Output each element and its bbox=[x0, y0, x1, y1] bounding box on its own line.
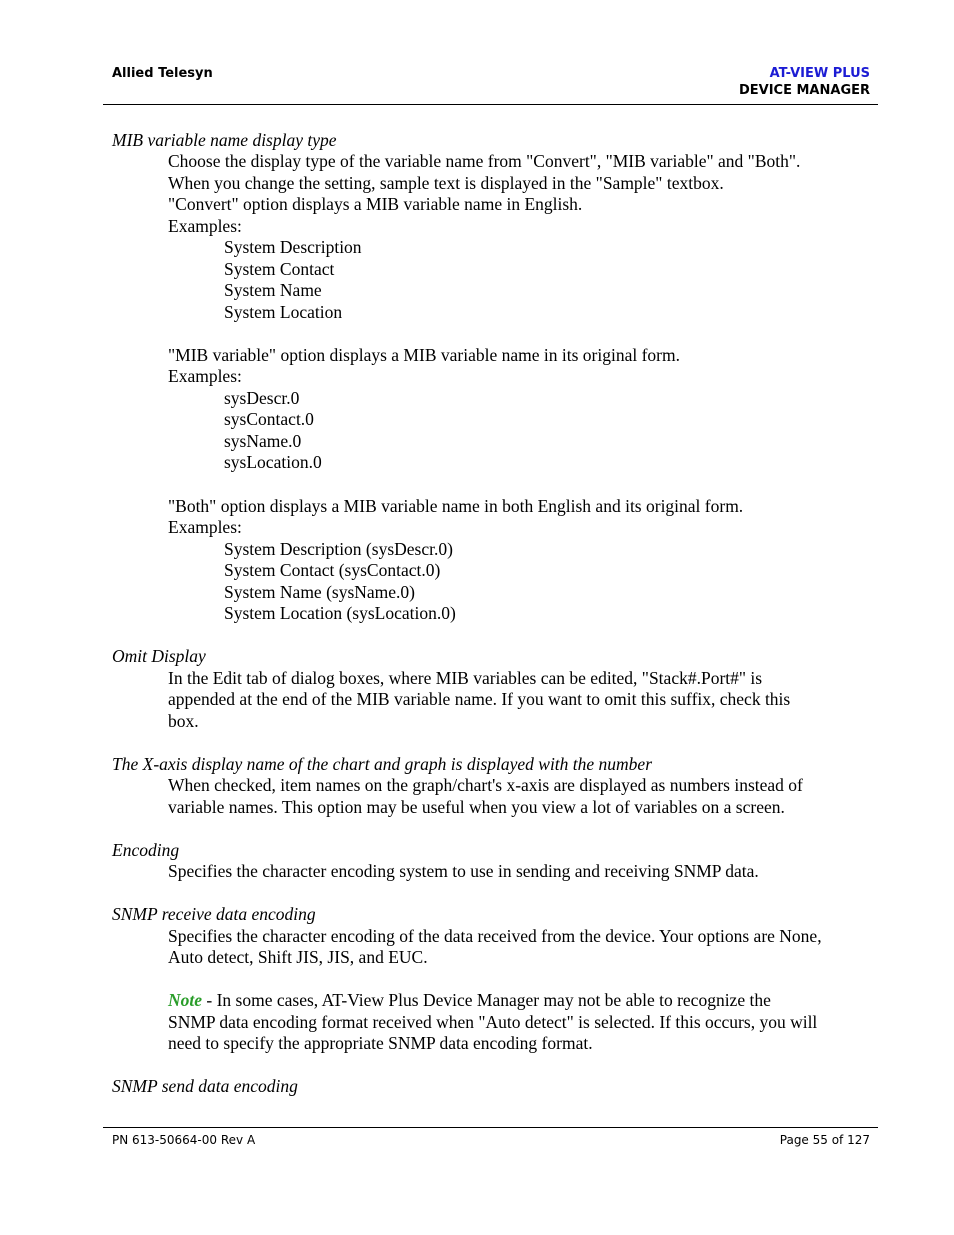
paragraph-line: box. bbox=[168, 711, 199, 731]
paragraph-line: When you change the setting, sample text is displayed in the "Sample" textbox. bbox=[168, 173, 724, 193]
example-item: System Description bbox=[224, 237, 362, 257]
paragraph-line: Specifies the character encoding of the data received from the device. Your options are None, bbox=[168, 926, 822, 946]
example-item: System Contact (sysContact.0) bbox=[224, 560, 441, 580]
section-heading-mib-name: MIB variable name display type bbox=[112, 130, 337, 150]
example-item: System Contact bbox=[224, 259, 335, 279]
paragraph-line: Choose the display type of the variable name from "Convert", "MIB variable" and "Both". bbox=[168, 151, 801, 171]
paragraph-line: SNMP data encoding format received when "Auto detect" is selected. If this occurs, you will bbox=[168, 1012, 818, 1032]
paragraph-line: In the Edit tab of dialog boxes, where MIB variables can be edited, "Stack#.Port#" is bbox=[168, 668, 763, 688]
page-number: Page 55 of 127 bbox=[779, 1133, 870, 1147]
example-item: sysLocation.0 bbox=[224, 452, 322, 472]
note-line bbox=[168, 990, 771, 1011]
paragraph-line: Examples: bbox=[168, 366, 242, 386]
note-text: - In some cases, AT-View Plus Device Manager may not be able to recognize the bbox=[202, 990, 771, 1010]
example-item: System Name (sysName.0) bbox=[224, 582, 416, 602]
example-item: sysName.0 bbox=[224, 431, 302, 451]
part-number: PN 613-50664-00 Rev A bbox=[112, 1133, 256, 1147]
section-heading-x-axis: The X-axis display name of the chart and graph is displayed with the number bbox=[112, 754, 653, 774]
paragraph-line: "Both" option displays a MIB variable name in both English and its original form. bbox=[168, 496, 744, 516]
paragraph-line: Examples: bbox=[168, 216, 242, 236]
paragraph-line: Examples: bbox=[168, 517, 242, 537]
section-heading-snmp-receive: SNMP receive data encoding bbox=[112, 904, 316, 924]
section-heading-encoding: Encoding bbox=[112, 840, 180, 860]
paragraph-line: "Convert" option displays a MIB variable name in English. bbox=[168, 194, 583, 214]
paragraph-line: Specifies the character encoding system to use in sending and receiving SNMP data. bbox=[168, 861, 759, 881]
module-name: DEVICE MANAGER bbox=[738, 83, 870, 98]
example-item: System Name bbox=[224, 280, 322, 300]
example-item: sysDescr.0 bbox=[224, 388, 300, 408]
example-item: System Location (sysLocation.0) bbox=[224, 603, 456, 623]
section-heading-snmp-send: SNMP send data encoding bbox=[112, 1076, 298, 1096]
paragraph-line: When checked, item names on the graph/chart's x-axis are displayed as numbers instead of bbox=[168, 775, 803, 795]
paragraph-line: appended at the end of the MIB variable name. If you want to omit this suffix, check this bbox=[168, 689, 791, 709]
paragraph-line: variable names. This option may be useful when you view a lot of variables on a screen. bbox=[168, 797, 785, 817]
example-item: System Location bbox=[224, 302, 343, 322]
example-item: sysContact.0 bbox=[224, 409, 314, 429]
example-item: System Description (sysDescr.0) bbox=[224, 539, 453, 559]
product-name: AT-VIEW PLUS bbox=[769, 66, 870, 81]
section-heading-omit-display: Omit Display bbox=[112, 646, 206, 666]
page-footer bbox=[103, 1127, 878, 1147]
paragraph-line: need to specify the appropriate SNMP data encoding format. bbox=[168, 1033, 593, 1053]
page-header bbox=[103, 62, 878, 105]
paragraph-line: "MIB variable" option displays a MIB variable name in its original form. bbox=[168, 345, 680, 365]
company-name: Allied Telesyn bbox=[112, 66, 213, 81]
note-label: Note bbox=[168, 990, 203, 1010]
paragraph-line: Auto detect, Shift JIS, JIS, and EUC. bbox=[168, 947, 428, 967]
